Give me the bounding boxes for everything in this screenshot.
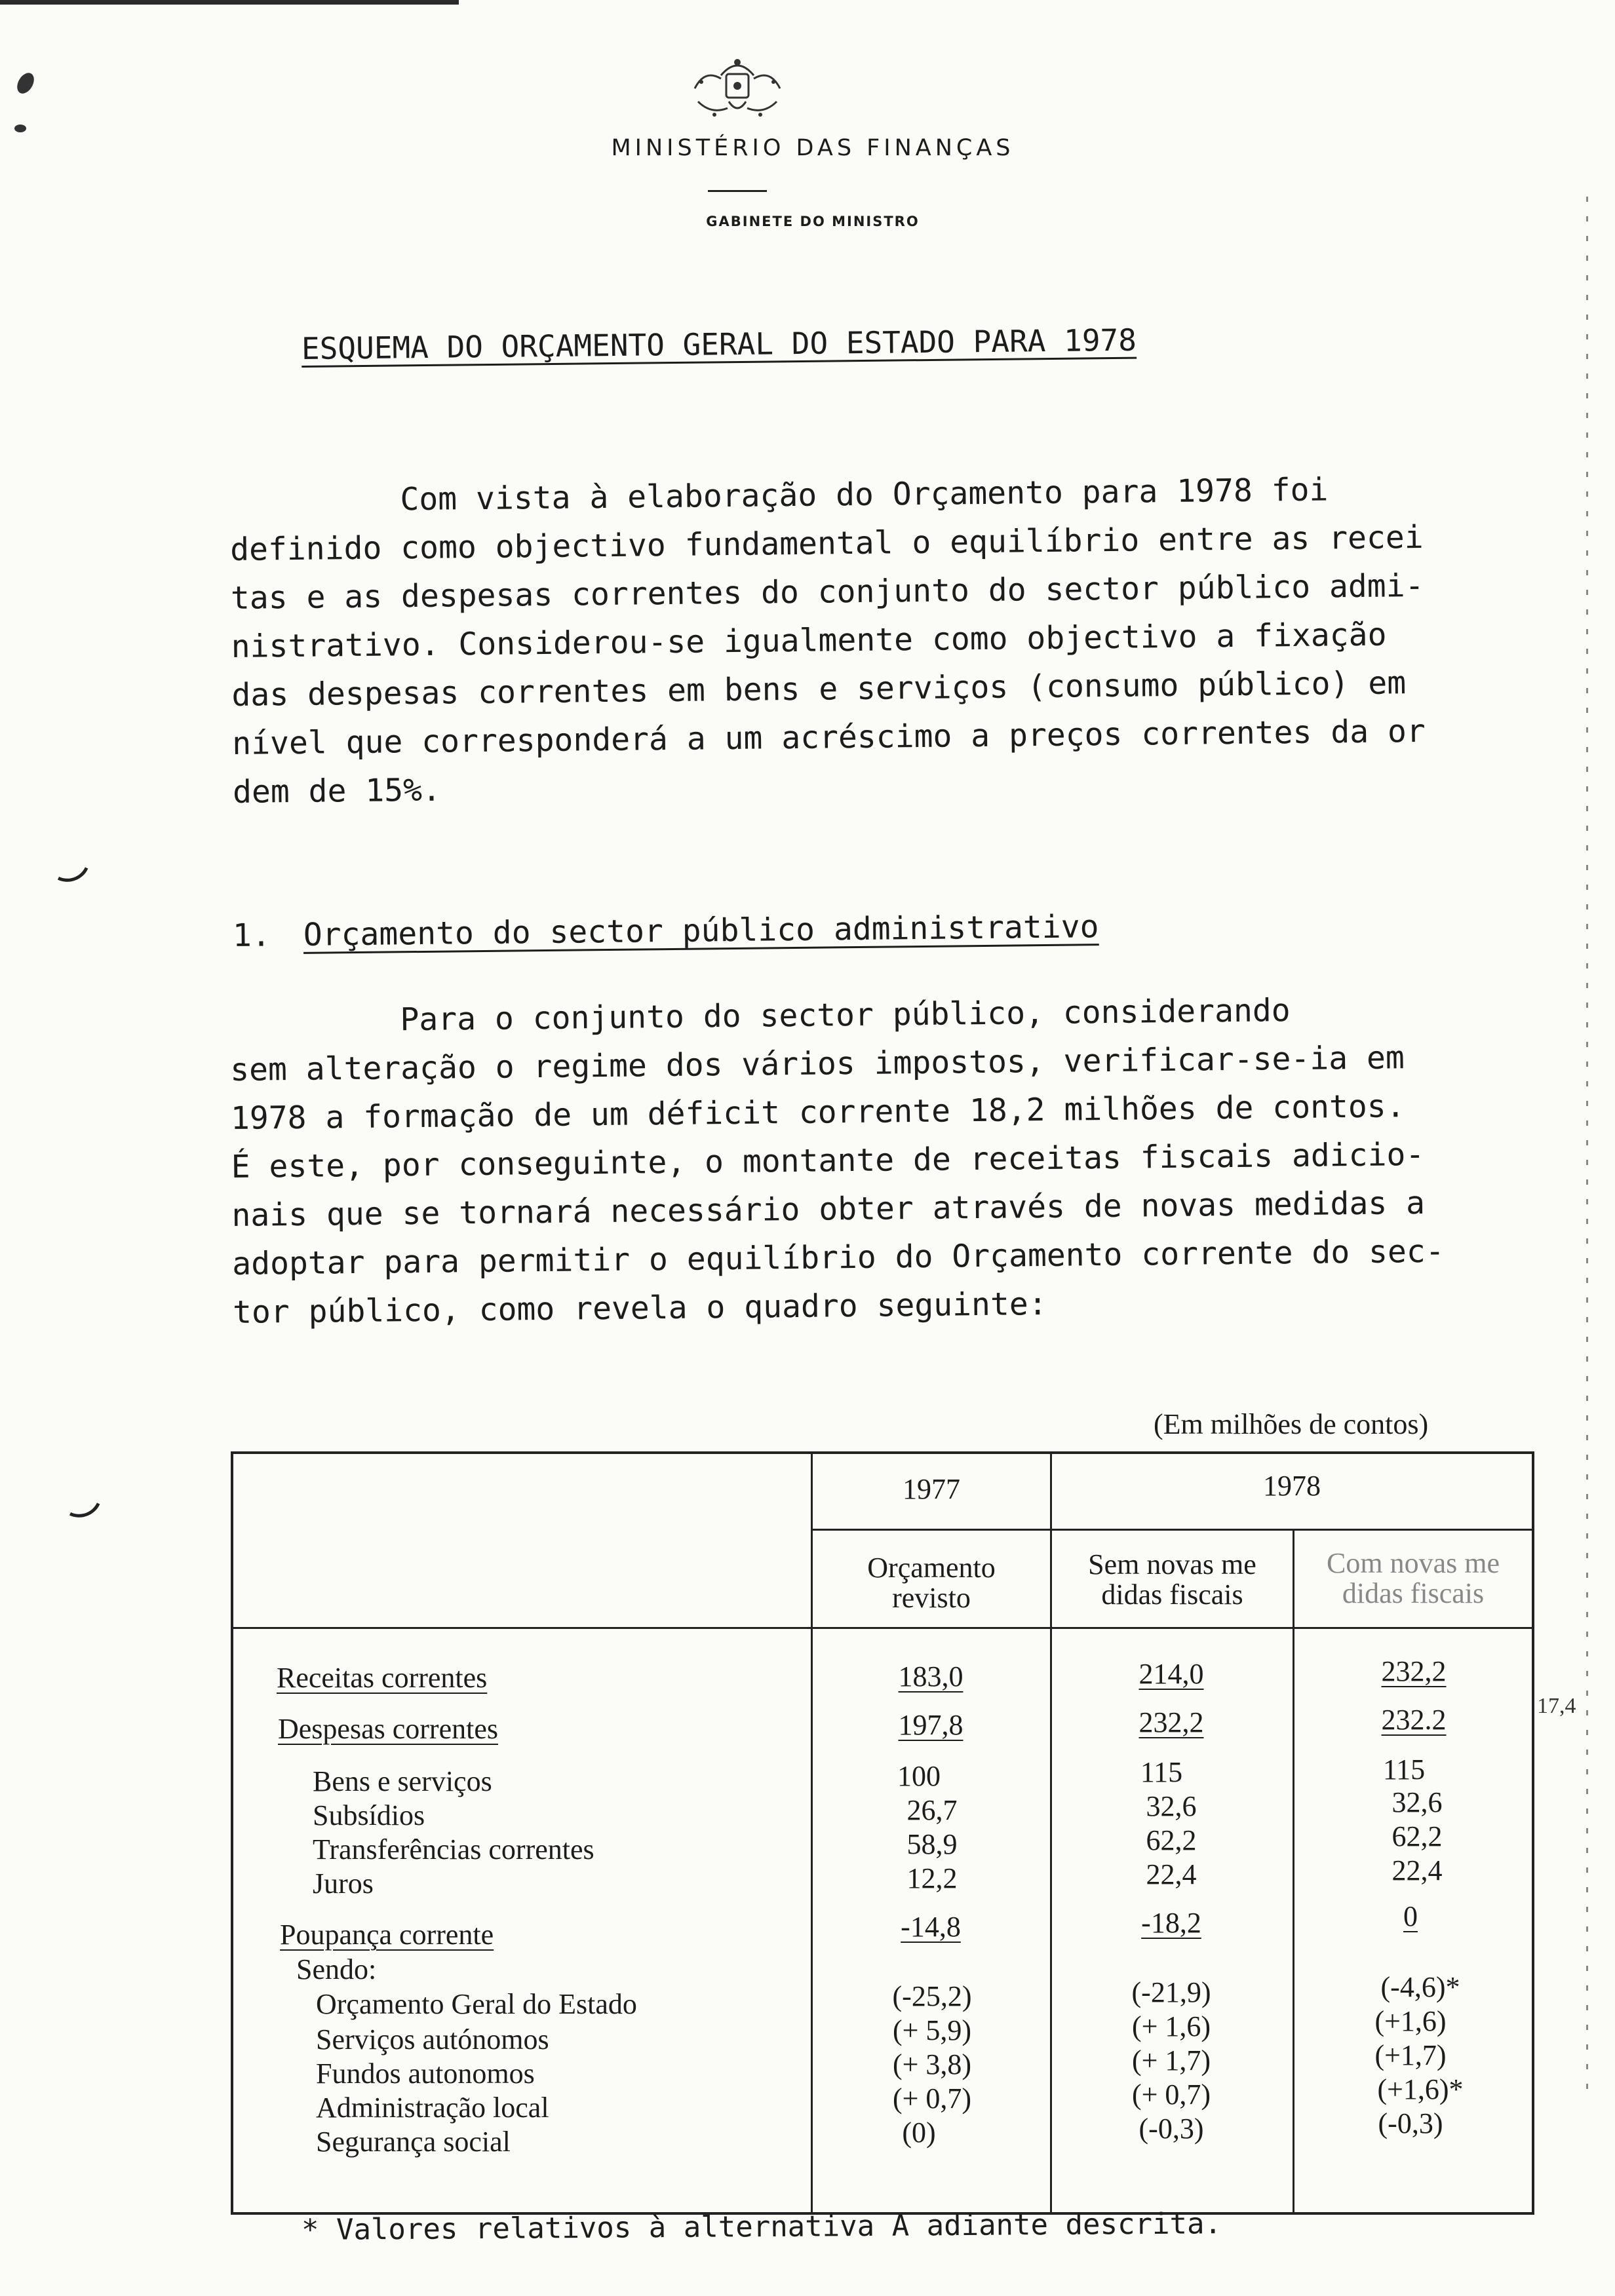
header-year-1977: 1977: [903, 1473, 960, 1505]
cell-1978-com: (+1,6)*: [1377, 2073, 1464, 2105]
cell-1977: 100: [897, 1760, 941, 1792]
cabinet-name: GABINETE DO MINISTRO: [706, 214, 920, 229]
cell-1977: 58,9: [906, 1828, 958, 1860]
header-divider: [708, 190, 767, 192]
cell-1978-sem: 62,2: [1146, 1824, 1197, 1856]
cell-1978-com: 22,4: [1391, 1854, 1443, 1886]
scan-mark: [14, 124, 26, 132]
cell-1978-sem: (+ 0,7): [1131, 2078, 1211, 2111]
header-line: didas fiscais: [1342, 1577, 1485, 1609]
cell-1978-com: (-0,3): [1378, 2107, 1443, 2139]
footnote: * Valores relativos à alternativa A adiante descrita.: [301, 2207, 1222, 2247]
paragraph-line: Para o conjunto do sector público, considerando: [229, 992, 1291, 1040]
cell-1977: (+ 5,9): [892, 2014, 972, 2046]
cell-1977: 183,0: [898, 1660, 963, 1693]
cell-1978-com: (+1,6): [1374, 2005, 1447, 2037]
cell-1978-sem: (+ 1,7): [1131, 2044, 1211, 2076]
section-title: Orçamento do sector público administrativo: [303, 908, 1099, 953]
row-label-transferencias: Transferências correntes: [313, 1833, 594, 1866]
paragraph-line: nível que corresponderá a um acréscimo a preços correntes da or: [231, 712, 1426, 762]
header-line: Orçamento: [867, 1552, 996, 1584]
section-paragraph: [229, 984, 1537, 1337]
header-line: revisto: [892, 1582, 971, 1614]
row-label-sendo: Sendo:: [296, 1953, 377, 1985]
cell-1978-sem: 115: [1140, 1756, 1183, 1788]
header-line: Com novas me: [1327, 1547, 1500, 1579]
scan-mark: [55, 1480, 108, 1523]
coat-of-arms-icon: [682, 49, 793, 128]
paragraph-line: sem alteração o regime dos vários impostos, verificar-se-ia em: [229, 1039, 1405, 1088]
paragraph-line: Com vista à elaboração do Orçamento para 1978 foi: [229, 471, 1329, 520]
table-border: [231, 1451, 233, 2215]
section-heading: [233, 908, 1099, 954]
cell-1977: (+ 3,8): [892, 2048, 972, 2080]
cell-1977: (+ 0,7): [892, 2082, 972, 2114]
header-sem-novas-medidas: [1052, 1550, 1293, 1610]
header-line: Sem novas me: [1088, 1548, 1256, 1580]
paragraph-line: dem de 15%.: [232, 771, 442, 811]
table-rule: [1293, 1530, 1294, 2215]
paragraph-line: nistrativo. Considerou-se igualmente como objectivo a fixação: [231, 616, 1387, 665]
cell-1978-sem: 232,2: [1138, 1706, 1204, 1738]
cell-1977: -14,8: [901, 1911, 961, 1943]
unit-note: (Em milhões de contos): [1154, 1408, 1429, 1440]
paragraph-line: definido como objectivo fundamental o equilíbrio entre as recei: [229, 518, 1424, 568]
scan-mark: [43, 845, 96, 888]
row-label-servicos-autonomos: Serviços autónomos: [316, 2023, 549, 2056]
scan-top-edge: [0, 0, 459, 5]
table-border: [1532, 1451, 1534, 2215]
table-rule: [231, 1627, 1532, 1629]
cell-1978-sem: -18,2: [1141, 1907, 1201, 1939]
cell-1978-sem: 22,4: [1146, 1858, 1197, 1890]
cell-1978-com: 0: [1403, 1900, 1418, 1932]
cell-1978-sem: 32,6: [1146, 1790, 1197, 1822]
paragraph-line: 1978 a formação de um déficit corrente 18,2 milhões de contos.: [230, 1088, 1405, 1137]
row-label-bens-servicos: Bens e serviços: [313, 1765, 492, 1797]
paragraph-line: tas e as despesas correntes do conjunto do sector público admi-: [230, 567, 1424, 617]
paragraph-line: adoptar para permitir o equilíbrio do Orçamento corrente do sec-: [231, 1233, 1445, 1282]
row-label-fundos-autonomos: Fundos autonomos: [316, 2057, 535, 2090]
scan-mark: [14, 70, 37, 96]
row-label-poupanca-corrente: Poupança corrente: [280, 1919, 494, 1951]
row-label-juros: Juros: [313, 1867, 374, 1900]
cell-1978-sem: 214,0: [1138, 1658, 1204, 1690]
section-number: 1.: [232, 917, 271, 954]
scan-right-edge: [1586, 197, 1588, 2097]
table-border: [231, 1451, 1532, 1454]
cell-1978-com: (+1,7): [1374, 2039, 1447, 2071]
table-rule: [811, 1529, 1532, 1531]
cell-1977: 26,7: [906, 1794, 958, 1826]
paragraph-line: tor público, como revela o quadro seguinte:: [232, 1285, 1047, 1331]
ministry-name: MINISTÉRIO DAS FINANÇAS: [611, 135, 1015, 161]
header-orcamento-revisto: [813, 1553, 1050, 1613]
row-label-subsidios: Subsídios: [313, 1799, 425, 1831]
header-line: didas fiscais: [1101, 1578, 1243, 1611]
cell-1978-sem: (+ 1,6): [1131, 2010, 1211, 2042]
row-label-despesas-correntes: Despesas correntes: [278, 1713, 498, 1745]
cell-1977: (-25,2): [892, 1980, 972, 2012]
cell-1978-sem: (-0,3): [1138, 2113, 1204, 2145]
margin-note: 17,4: [1537, 1694, 1576, 1718]
paragraph-line: nais que se tornará necessário obter através de novas medidas a: [231, 1184, 1426, 1234]
row-label-administracao-local: Administração local: [316, 2092, 549, 2124]
header-com-novas-medidas: [1294, 1548, 1532, 1609]
cell-1977: 197,8: [898, 1709, 963, 1741]
cell-1977: 12,2: [906, 1862, 958, 1894]
header-year-1978: 1978: [1263, 1470, 1321, 1502]
row-label-receitas-correntes: Receitas correntes: [277, 1662, 488, 1694]
cell-1978-sem: (-21,9): [1131, 1976, 1211, 2008]
row-label-oge: Orçamento Geral do Estado: [316, 1988, 637, 2020]
cell-1978-com: 232,2: [1381, 1655, 1447, 1687]
paragraph-line: das despesas correntes em bens e serviços (consumo público) em: [231, 664, 1407, 714]
budget-table: [231, 1451, 1542, 2215]
cell-1978-com: 32,6: [1391, 1786, 1443, 1818]
row-label-seguranca-social: Segurança social: [316, 2126, 511, 2158]
intro-paragraph: [229, 463, 1537, 816]
cell-1978-com: 62,2: [1391, 1820, 1443, 1852]
document-title: ESQUEMA DO ORÇAMENTO GERAL DO ESTADO PARA 1978: [301, 322, 1137, 366]
cell-1978-com: 232.2: [1381, 1704, 1447, 1736]
paragraph-line: É este, por conseguinte, o montante de receitas fiscais adicio-: [231, 1136, 1425, 1185]
cell-1977: (0): [902, 2116, 936, 2149]
cell-1978-com: 115: [1382, 1753, 1426, 1786]
cell-1978-com: (-4,6)*: [1380, 1971, 1460, 2003]
